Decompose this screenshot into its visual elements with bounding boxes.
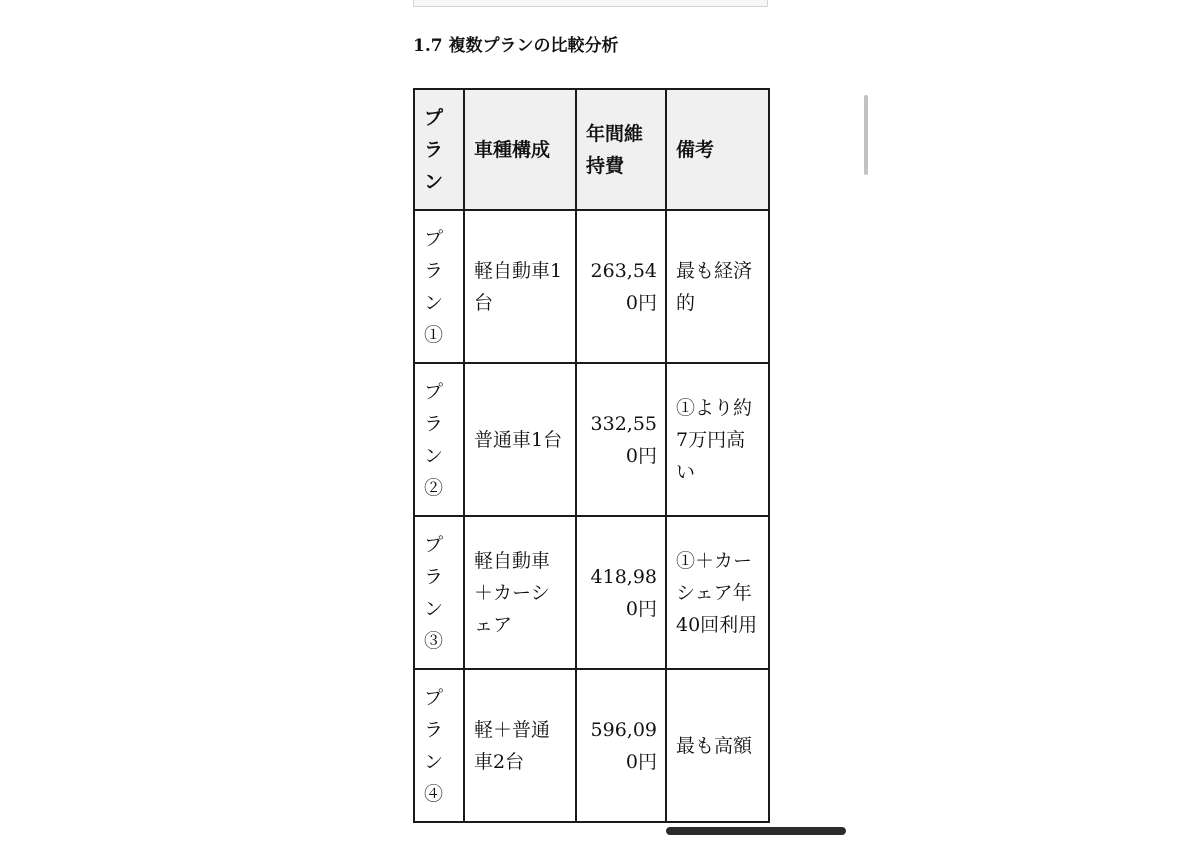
table-row xyxy=(414,669,769,822)
cell-vehicles: 軽自動車1台 xyxy=(464,210,576,363)
cell-vehicles: 軽＋普通車2台 xyxy=(464,669,576,822)
cell-annual-cost: 332,550円 xyxy=(576,363,666,516)
cell-notes: ①より約7万円高い xyxy=(666,363,769,516)
cell-vehicles: 普通車1台 xyxy=(464,363,576,516)
cell-plan: プラン③ xyxy=(414,516,464,669)
cell-annual-cost: 263,540円 xyxy=(576,210,666,363)
cell-notes: 最も経済的 xyxy=(666,210,769,363)
horizontal-scrollbar[interactable] xyxy=(666,827,846,835)
table-row xyxy=(414,363,769,516)
cell-vehicles: 軽自動車＋カーシェア xyxy=(464,516,576,669)
cell-annual-cost: 596,090円 xyxy=(576,669,666,822)
table-row xyxy=(414,210,769,363)
cell-annual-cost: 418,980円 xyxy=(576,516,666,669)
header-vehicles: 車種構成 xyxy=(464,89,576,210)
table-header-row xyxy=(414,89,769,210)
vertical-scrollbar[interactable] xyxy=(864,95,868,175)
section-title: 1.7 複数プランの比較分析 xyxy=(413,36,619,56)
plan-comparison-table xyxy=(413,88,770,823)
cell-plan: プラン① xyxy=(414,210,464,363)
cell-notes: ①＋カーシェア年40回利用 xyxy=(666,516,769,669)
header-notes: 備考 xyxy=(666,89,769,210)
header-annual-cost: 年間維持費 xyxy=(576,89,666,210)
cell-plan: プラン④ xyxy=(414,669,464,822)
cell-plan: プラン② xyxy=(414,363,464,516)
table-row xyxy=(414,516,769,669)
header-plan: プラン xyxy=(414,89,464,210)
previous-content-box xyxy=(413,0,768,7)
cell-notes: 最も高額 xyxy=(666,669,769,822)
